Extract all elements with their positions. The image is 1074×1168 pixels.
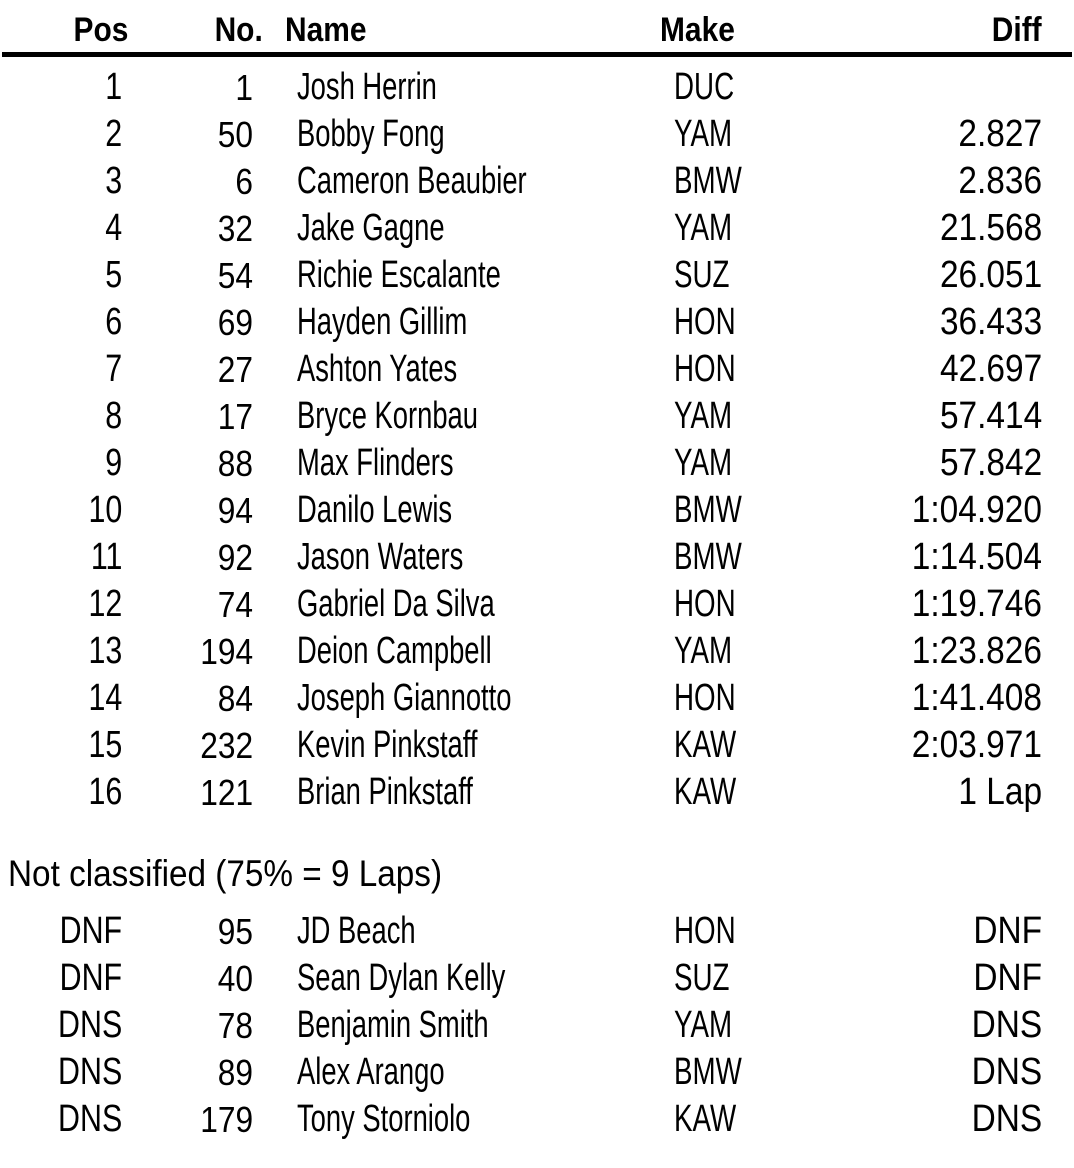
pos-value: DNF: [59, 910, 122, 952]
table-header-row: [0, 8, 1074, 52]
pos-value: 8: [105, 395, 122, 437]
no-cell: [122, 205, 253, 252]
name-value: Gabriel Da Silva: [297, 583, 495, 625]
name-value: Brian Pinkstaff: [297, 771, 473, 813]
diff-value: 2.827: [958, 113, 1042, 155]
no-value: 32: [217, 208, 253, 249]
result-row: [0, 628, 1074, 675]
pos-value: 7: [105, 348, 122, 390]
name-cell: [297, 158, 627, 205]
result-row: [0, 440, 1074, 487]
name-value: Richie Escalante: [297, 254, 501, 296]
no-value: 94: [217, 490, 253, 531]
diff-cell: [854, 1096, 1042, 1143]
make-value: KAW: [674, 771, 737, 813]
diff-value: 36.433: [939, 301, 1042, 343]
diff-cell: [854, 252, 1042, 299]
no-value: 69: [217, 302, 253, 343]
pos-value: 9: [105, 442, 122, 484]
no-value: 121: [200, 772, 253, 813]
no-cell: [122, 111, 253, 158]
name-value: Cameron Beaubier: [297, 160, 527, 202]
no-value: 40: [217, 958, 253, 999]
name-cell: [297, 205, 627, 252]
make-value: BMW: [674, 160, 742, 202]
make-value: SUZ: [674, 254, 730, 296]
name-value: Jason Waters: [297, 536, 464, 578]
result-row: [0, 722, 1074, 769]
pos-value: 4: [105, 207, 122, 249]
result-row: [0, 393, 1074, 440]
name-value: Danilo Lewis: [297, 489, 453, 531]
name-cell: [297, 1096, 627, 1143]
result-row: [0, 346, 1074, 393]
make-cell: [674, 111, 854, 158]
no-cell: [122, 346, 253, 393]
diff-value: 1 Lap: [958, 771, 1042, 813]
diff-value: DNS: [971, 1098, 1042, 1140]
diff-cell: [854, 1049, 1042, 1096]
result-row: [0, 487, 1074, 534]
name-value: Joseph Giannotto: [297, 677, 512, 719]
no-cell: [122, 252, 253, 299]
diff-value: 1:04.920: [911, 489, 1042, 531]
pos-value: 15: [88, 724, 122, 766]
pos-value: 2: [105, 113, 122, 155]
pos-cell: [0, 581, 122, 628]
no-value: 95: [217, 911, 253, 952]
make-cell: [674, 158, 854, 205]
make-cell: [674, 205, 854, 252]
make-cell: [674, 1002, 854, 1049]
no-cell: [122, 722, 253, 769]
header-name: [285, 7, 627, 54]
diff-value: DNF: [973, 910, 1042, 952]
make-cell: [674, 252, 854, 299]
no-value: 179: [200, 1099, 253, 1140]
no-value: 88: [217, 443, 253, 484]
make-value: HON: [674, 348, 736, 390]
name-value: Tony Storniolo: [297, 1098, 471, 1140]
name-cell: [297, 769, 627, 816]
diff-cell: [854, 581, 1042, 628]
pos-value: 11: [90, 536, 122, 578]
make-value: BMW: [674, 536, 742, 578]
name-value: Kevin Pinkstaff: [297, 724, 478, 766]
name-cell: [297, 534, 627, 581]
no-value: 6: [235, 161, 253, 202]
name-cell: [297, 675, 627, 722]
pos-cell: [0, 158, 122, 205]
header-no-label: No.: [214, 10, 263, 49]
pos-cell: [0, 487, 122, 534]
name-value: Alex Arango: [297, 1051, 445, 1093]
name-value: Jake Gagne: [297, 207, 445, 249]
header-pos-label: Pos: [73, 10, 128, 49]
make-cell: [674, 722, 854, 769]
classified-results: [0, 64, 1074, 816]
pos-cell: [0, 440, 122, 487]
make-cell: [674, 628, 854, 675]
header-name-label: Name: [285, 10, 367, 49]
diff-value: 1:14.504: [911, 536, 1042, 578]
make-value: HON: [674, 677, 736, 719]
diff-value: DNS: [971, 1051, 1042, 1093]
result-row: [0, 581, 1074, 628]
not-classified-row: [0, 1096, 1074, 1143]
no-value: 92: [217, 537, 253, 578]
name-cell: [297, 581, 627, 628]
no-cell: [122, 675, 253, 722]
pos-cell: [0, 534, 122, 581]
make-cell: [674, 393, 854, 440]
pos-cell: [0, 1096, 122, 1143]
pos-cell: [0, 769, 122, 816]
not-classified-heading: [0, 850, 1074, 897]
no-cell: [122, 440, 253, 487]
diff-cell: [854, 628, 1042, 675]
name-cell: [297, 346, 627, 393]
make-cell: [674, 487, 854, 534]
pos-cell: [0, 299, 122, 346]
name-cell: [297, 1002, 627, 1049]
name-value: Sean Dylan Kelly: [297, 957, 506, 999]
make-value: YAM: [674, 1004, 733, 1046]
pos-cell: [0, 722, 122, 769]
diff-value: 1:41.408: [911, 677, 1042, 719]
make-cell: [674, 299, 854, 346]
diff-value: DNF: [973, 957, 1042, 999]
header-diff-label: Diff: [992, 10, 1042, 49]
no-cell: [122, 64, 253, 111]
make-cell: [674, 581, 854, 628]
result-row: [0, 769, 1074, 816]
name-cell: [297, 299, 627, 346]
diff-value: 2:03.971: [911, 724, 1042, 766]
make-value: DUC: [674, 66, 735, 108]
diff-value: 1:23.826: [911, 630, 1042, 672]
no-cell: [122, 299, 253, 346]
pos-cell: [0, 64, 122, 111]
make-value: KAW: [674, 1098, 737, 1140]
diff-value: 1:19.746: [911, 583, 1042, 625]
diff-value: 2.836: [958, 160, 1042, 202]
pos-cell: [0, 205, 122, 252]
not-classified-row: [0, 908, 1074, 955]
pos-cell: [0, 1002, 122, 1049]
name-value: Josh Herrin: [297, 66, 437, 108]
pos-value: DNS: [57, 1051, 122, 1093]
make-cell: [674, 908, 854, 955]
pos-value: 14: [88, 677, 122, 719]
make-value: YAM: [674, 630, 733, 672]
diff-value: 26.051: [939, 254, 1042, 296]
pos-value: 1: [105, 66, 122, 108]
make-value: BMW: [674, 489, 742, 531]
diff-value: 57.414: [939, 395, 1042, 437]
header-diff: [854, 7, 1042, 54]
make-cell: [674, 955, 854, 1002]
no-cell: [122, 1049, 253, 1096]
diff-cell: [854, 205, 1042, 252]
make-value: SUZ: [674, 957, 730, 999]
make-value: YAM: [674, 442, 733, 484]
result-row: [0, 675, 1074, 722]
pos-value: DNF: [59, 957, 122, 999]
no-cell: [122, 393, 253, 440]
no-value: 50: [217, 114, 253, 155]
make-value: HON: [674, 301, 736, 343]
no-value: 78: [217, 1005, 253, 1046]
no-cell: [122, 534, 253, 581]
no-cell: [122, 158, 253, 205]
pos-cell: [0, 393, 122, 440]
name-cell: [297, 722, 627, 769]
make-cell: [674, 440, 854, 487]
name-value: Benjamin Smith: [297, 1004, 489, 1046]
no-value: 27: [217, 349, 253, 390]
no-cell: [122, 1002, 253, 1049]
name-cell: [297, 1049, 627, 1096]
no-cell: [122, 908, 253, 955]
result-row: [0, 205, 1074, 252]
make-cell: [674, 346, 854, 393]
name-cell: [297, 111, 627, 158]
diff-cell: [854, 393, 1042, 440]
name-value: Bobby Fong: [297, 113, 445, 155]
diff-cell: [854, 675, 1042, 722]
pos-value: 12: [88, 583, 122, 625]
pos-cell: [0, 252, 122, 299]
diff-cell: [854, 908, 1042, 955]
no-value: 54: [217, 255, 253, 296]
diff-cell: [854, 487, 1042, 534]
race-results-sheet: [0, 8, 1074, 1168]
pos-value: 16: [88, 771, 122, 813]
result-row: [0, 64, 1074, 111]
diff-cell: [854, 534, 1042, 581]
result-row: [0, 158, 1074, 205]
make-value: YAM: [674, 207, 733, 249]
name-value: Max Flinders: [297, 442, 454, 484]
make-value: YAM: [674, 113, 733, 155]
make-cell: [674, 675, 854, 722]
pos-value: 3: [105, 160, 122, 202]
name-value: Ashton Yates: [297, 348, 458, 390]
not-classified-row: [0, 955, 1074, 1002]
diff-cell: [854, 346, 1042, 393]
pos-value: 10: [88, 489, 122, 531]
no-value: 232: [200, 725, 253, 766]
result-row: [0, 299, 1074, 346]
pos-cell: [0, 111, 122, 158]
result-row: [0, 534, 1074, 581]
no-cell: [122, 581, 253, 628]
make-value: BMW: [674, 1051, 742, 1093]
no-cell: [122, 487, 253, 534]
diff-value: DNS: [971, 1004, 1042, 1046]
name-cell: [297, 252, 627, 299]
header-make: [660, 7, 854, 54]
pos-value: 5: [105, 254, 122, 296]
no-cell: [122, 769, 253, 816]
not-classified-row: [0, 1002, 1074, 1049]
make-value: HON: [674, 910, 736, 952]
make-cell: [674, 1049, 854, 1096]
name-cell: [297, 487, 627, 534]
diff-cell: [854, 299, 1042, 346]
header-pos: [0, 7, 128, 54]
not-classified-results: [0, 908, 1074, 1143]
no-value: 74: [217, 584, 253, 625]
result-row: [0, 111, 1074, 158]
pos-value: DNS: [57, 1004, 122, 1046]
name-value: JD Beach: [297, 910, 416, 952]
diff-value: 21.568: [939, 207, 1042, 249]
no-value: 194: [200, 631, 253, 672]
pos-cell: [0, 1049, 122, 1096]
diff-cell: [854, 158, 1042, 205]
not-classified-label: Not classified (75% = 9 Laps): [8, 853, 443, 894]
no-value: 1: [235, 67, 253, 108]
diff-cell: [854, 111, 1042, 158]
pos-value: 6: [105, 301, 122, 343]
no-value: 84: [217, 678, 253, 719]
name-value: Hayden Gillim: [297, 301, 468, 343]
no-value: 89: [217, 1052, 253, 1093]
header-make-label: Make: [660, 10, 735, 49]
make-cell: [674, 1096, 854, 1143]
diff-cell: [854, 79, 1042, 97]
not-classified-row: [0, 1049, 1074, 1096]
name-value: Deion Campbell: [297, 630, 492, 672]
result-row: [0, 252, 1074, 299]
no-value: 17: [217, 396, 253, 437]
diff-value: 57.842: [939, 442, 1042, 484]
make-cell: [674, 64, 854, 111]
make-cell: [674, 534, 854, 581]
pos-cell: [0, 955, 122, 1002]
name-cell: [297, 628, 627, 675]
pos-cell: [0, 675, 122, 722]
name-cell: [297, 64, 627, 111]
diff-cell: [854, 1002, 1042, 1049]
no-cell: [122, 955, 253, 1002]
pos-cell: [0, 628, 122, 675]
diff-cell: [854, 440, 1042, 487]
diff-cell: [854, 769, 1042, 816]
pos-value: DNS: [57, 1098, 122, 1140]
name-cell: [297, 955, 627, 1002]
no-cell: [122, 628, 253, 675]
make-value: YAM: [674, 395, 733, 437]
make-cell: [674, 769, 854, 816]
diff-cell: [854, 955, 1042, 1002]
name-cell: [297, 440, 627, 487]
diff-value: 42.697: [939, 348, 1042, 390]
make-value: HON: [674, 583, 736, 625]
name-value: Bryce Kornbau: [297, 395, 478, 437]
no-cell: [122, 1096, 253, 1143]
diff-cell: [854, 722, 1042, 769]
name-cell: [297, 393, 627, 440]
make-value: KAW: [674, 724, 737, 766]
header-no: [122, 7, 263, 54]
pos-value: 13: [88, 630, 122, 672]
name-cell: [297, 908, 627, 955]
pos-cell: [0, 908, 122, 955]
pos-cell: [0, 346, 122, 393]
